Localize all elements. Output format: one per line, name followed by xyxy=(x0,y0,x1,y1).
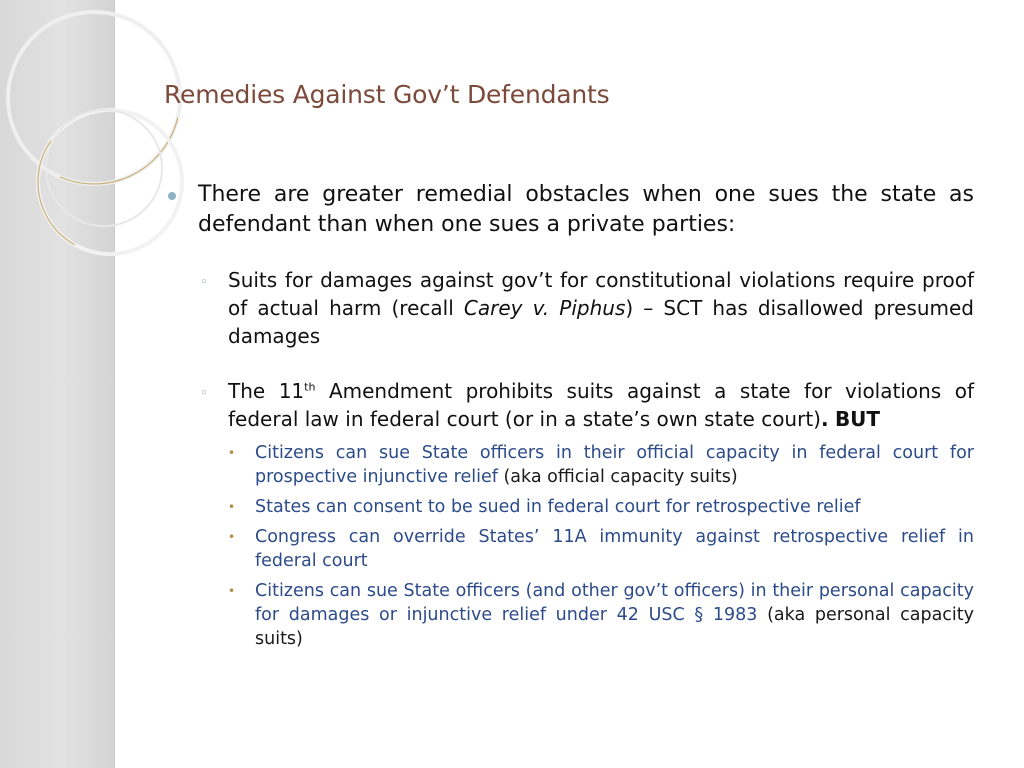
main-point-text: There are greater remedial obstacles when one sues the state as defendant than when one sues a private parties: xyxy=(198,182,974,237)
slide-content xyxy=(164,180,974,651)
list-item-text: States can consent to be sued in federal court for retrospective relief xyxy=(255,497,861,517)
level2-bullet-icon: ◦ xyxy=(200,386,208,401)
list-item-text: Citizens can sue State officers in their official capacity in federal court for prospective injunctive relief xyxy=(255,443,974,487)
sub-point-eleventh-amendment xyxy=(200,377,974,433)
main-point xyxy=(164,180,974,240)
list-item-state-consent xyxy=(228,495,974,519)
list-item-congress-override xyxy=(228,525,974,573)
sub-point-11a-text-1: The 11 xyxy=(228,379,305,403)
sub-point-damages-text-2: ) – SCT has disallowed presumed damages xyxy=(228,296,974,348)
slide-title: Remedies Against Gov’t Defendants xyxy=(164,80,610,109)
but-label: BUT xyxy=(834,407,881,431)
list-item-aka: (aka personal capacity suits) xyxy=(255,605,975,649)
list-item-personal-capacity xyxy=(228,579,975,651)
superscript-th: th xyxy=(304,380,316,394)
level3-bullet-icon: • xyxy=(228,530,236,544)
sub-point-damages-text-1: Suits for damages against gov’t for constitutional violations require proof of actual harm (recall xyxy=(228,268,974,320)
level1-bullet-icon xyxy=(168,192,176,200)
list-item-official-capacity xyxy=(228,441,974,489)
level3-bullet-icon: • xyxy=(228,446,236,460)
list-item-aka: (aka official capacity suits) xyxy=(497,467,738,487)
level2-bullet-icon: ◦ xyxy=(200,275,208,290)
case-name: Carey v. Piphus xyxy=(463,296,626,320)
list-item-text: Citizens can sue State officers (and other gov’t officers) in their personal capacity for damages or injunctive relief under 42 USC § 1983 xyxy=(255,581,974,625)
level3-bullet-icon: • xyxy=(228,500,236,514)
level3-bullet-icon: • xyxy=(228,584,236,598)
list-item-text: Congress can override States’ 11A immunity against retrospective relief in federal court xyxy=(255,527,974,571)
sub-point-damages xyxy=(200,266,974,350)
sub-point-11a-period: . xyxy=(820,407,829,431)
sub-point-11a-text-2: Amendment prohibits suits against a state for violations of federal law in federal court (or in a state’s own state court) xyxy=(228,379,974,431)
